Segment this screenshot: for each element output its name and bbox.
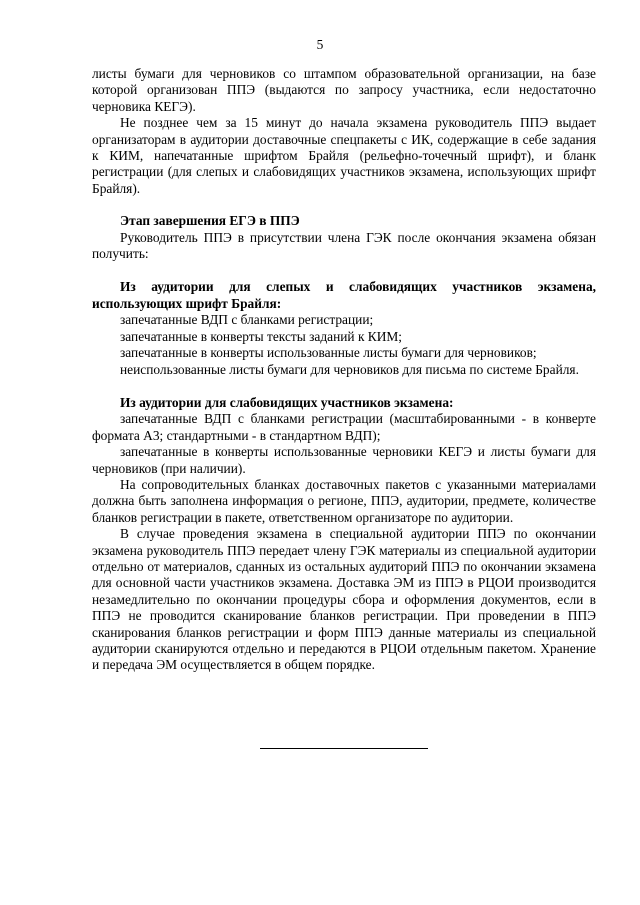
- paragraph-obligation: Руководитель ППЭ в присутствии члена ГЭК после окончания экзамена обязан получить:: [92, 229, 596, 262]
- paragraph-special-room: В случае проведения экзамена в специальной аудитории ППЭ по окончании экзамена руководитель ППЭ передает члену ГЭК материалы из специальной аудитории отдельно от материалов, сданных из остальных аудиторий ППЭ по окончании экзамена для основной части участников экзамена. Доставка ЭМ из ППЭ в РЦОИ производится незамедлительно по окончании процедуры сбора и оформления документов, если в ППЭ не проводится сканирование бланков регистрации. При проведении в ППЭ сканирования бланков регистрации и форм ППЭ данные материалы из специальной аудитории сканируются отдельно и передаются в РЦОИ отдельным пакетом. Хранение и передача ЭМ осуществляется в общем порядке.: [92, 526, 596, 673]
- list-item: запечатанные в конверты тексты заданий к КИМ;: [120, 328, 403, 344]
- list-item: запечатанные в конверты использованные листы бумаги для черновиков;: [120, 345, 537, 361]
- document-body: [92, 66, 596, 674]
- section-title: Этап завершения ЕГЭ в ППЭ: [120, 213, 300, 229]
- paragraph-braille-packages: Не позднее чем за 15 минут до начала экзамена руководитель ППЭ выдает организаторам в аудитории доставочные спецпакеты с ИК, содержащие в себе задания к КИМ, напечатанные шрифтом Брайля (рельефно-точечный шрифт), и бланк регистрации (для слепых и слабовидящих участников экзамена, использующих шрифт Брайля).: [92, 115, 596, 196]
- closing-rule: [260, 748, 428, 749]
- list-item: запечатанные ВДП с бланками регистрации;: [120, 312, 374, 328]
- paragraph-continuation: листы бумаги для черновиков со штампом образовательной организации, на базе которой организован ППЭ (выдаются по запросу участника, если недостаточно черновика КЕГЭ).: [92, 66, 596, 114]
- page-number: 5: [316, 37, 324, 52]
- list-item: запечатанные ВДП с бланками регистрации (масштабированными - в конверте формата А3; стандартными - в стандартном ВДП);: [92, 411, 596, 443]
- list-item: неиспользованные листы бумаги для черновиков для письма по системе Брайля.: [120, 361, 579, 377]
- paragraph-cover-forms: На сопроводительных бланках доставочных пакетов с указанными материалами должна быть заполнена информация о регионе, ППЭ, аудитории, предмете, количестве бланков регистрации в пакете, ответственном организаторе по аудитории.: [92, 476, 596, 525]
- list-item: запечатанные в конверты использованные черновики КЕГЭ и листы бумаги для черновиков (при наличии).: [92, 444, 596, 476]
- subheading-low-vision-room: Из аудитории для слабовидящих участников экзамена:: [120, 394, 454, 410]
- subheading-braille-room: Из аудитории для слепых и слабовидящих участников экзамена, использующих шрифт Брайля:: [92, 279, 596, 311]
